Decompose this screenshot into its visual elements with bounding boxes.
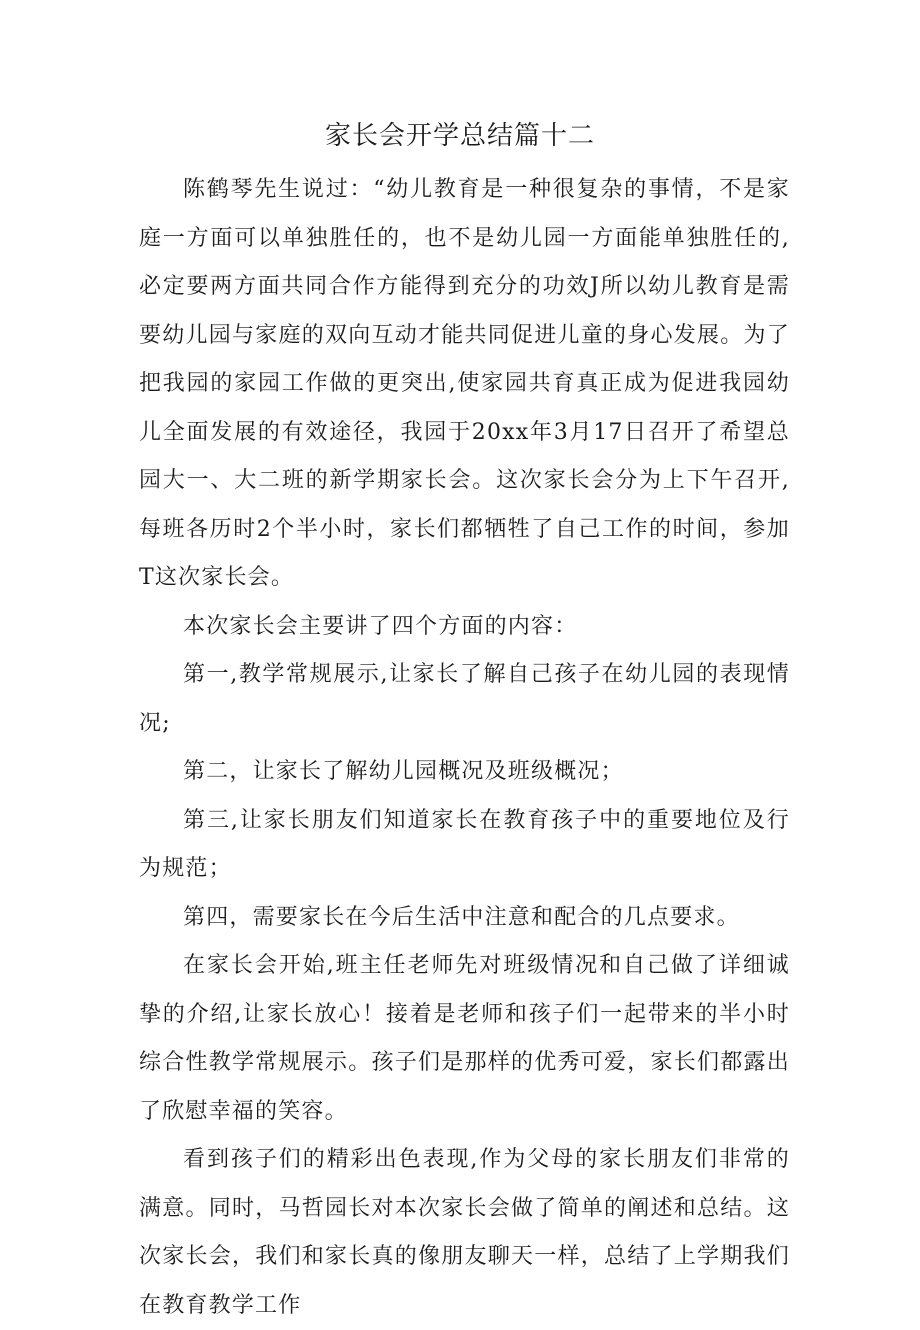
- paragraph: 第一,教学常规展示,让家长了解自己孩子在幼儿园的表现情况;: [139, 662, 790, 736]
- paragraph: 看到孩子们的精彩出色表现,作为父母的家长朋友们非常的满意。同时，马哲园长对本次家长会做了简单的阐述和总结。这次家长会，我们和家长真的像朋友聊天一样，总结了上学期我们在教育教学工作: [139, 1147, 790, 1318]
- paragraph: 本次家长会主要讲了四个方面的内容：: [183, 613, 578, 639]
- paragraph: 第三,让家长朋友们知道家长在教育孩子中的重要地位及行为规范；: [139, 807, 790, 881]
- document-title: 家长会开学总结篇十二: [324, 121, 595, 151]
- paragraph: 在家长会开始,班主任老师先对班级情况和自己做了详细诚挚的介绍,让家长放心！接着是老师和孩子们一起带来的半小时综合性教学常规展示。孩子们是那样的优秀可爱，家长们都露出了欣慰幸福的笑容。: [139, 953, 790, 1124]
- paragraph: 第四，需要家长在今后生活中注意和配合的几点要求。: [183, 904, 740, 930]
- paragraph: 第二，让家长了解幼儿园概况及班级概况；: [183, 759, 624, 784]
- document-body: [139, 166, 790, 1330]
- paragraph: 陈鹤琴先生说过：“幼儿教育是一种很复杂的事情，不是家庭一方面可以单独胜任的，也不是幼儿园一方面能单独胜任的,必定要两方面共同合作方能得到充分的功效J所以幼儿教育是需要幼儿园与家庭的双向互动才能共同促进儿童的身心发展。为了把我园的家园工作做的更突出,使家园共育真正成为促进我园幼儿全面发展的有效途径，我园于20xx年3月17日召开了希望总园大一、大二班的新学期家长会。这次家长会分为上下午召开,每班各历时2个半小时，家长们都牺牲了自己工作的时间，参加T这次家长会。: [139, 177, 790, 590]
